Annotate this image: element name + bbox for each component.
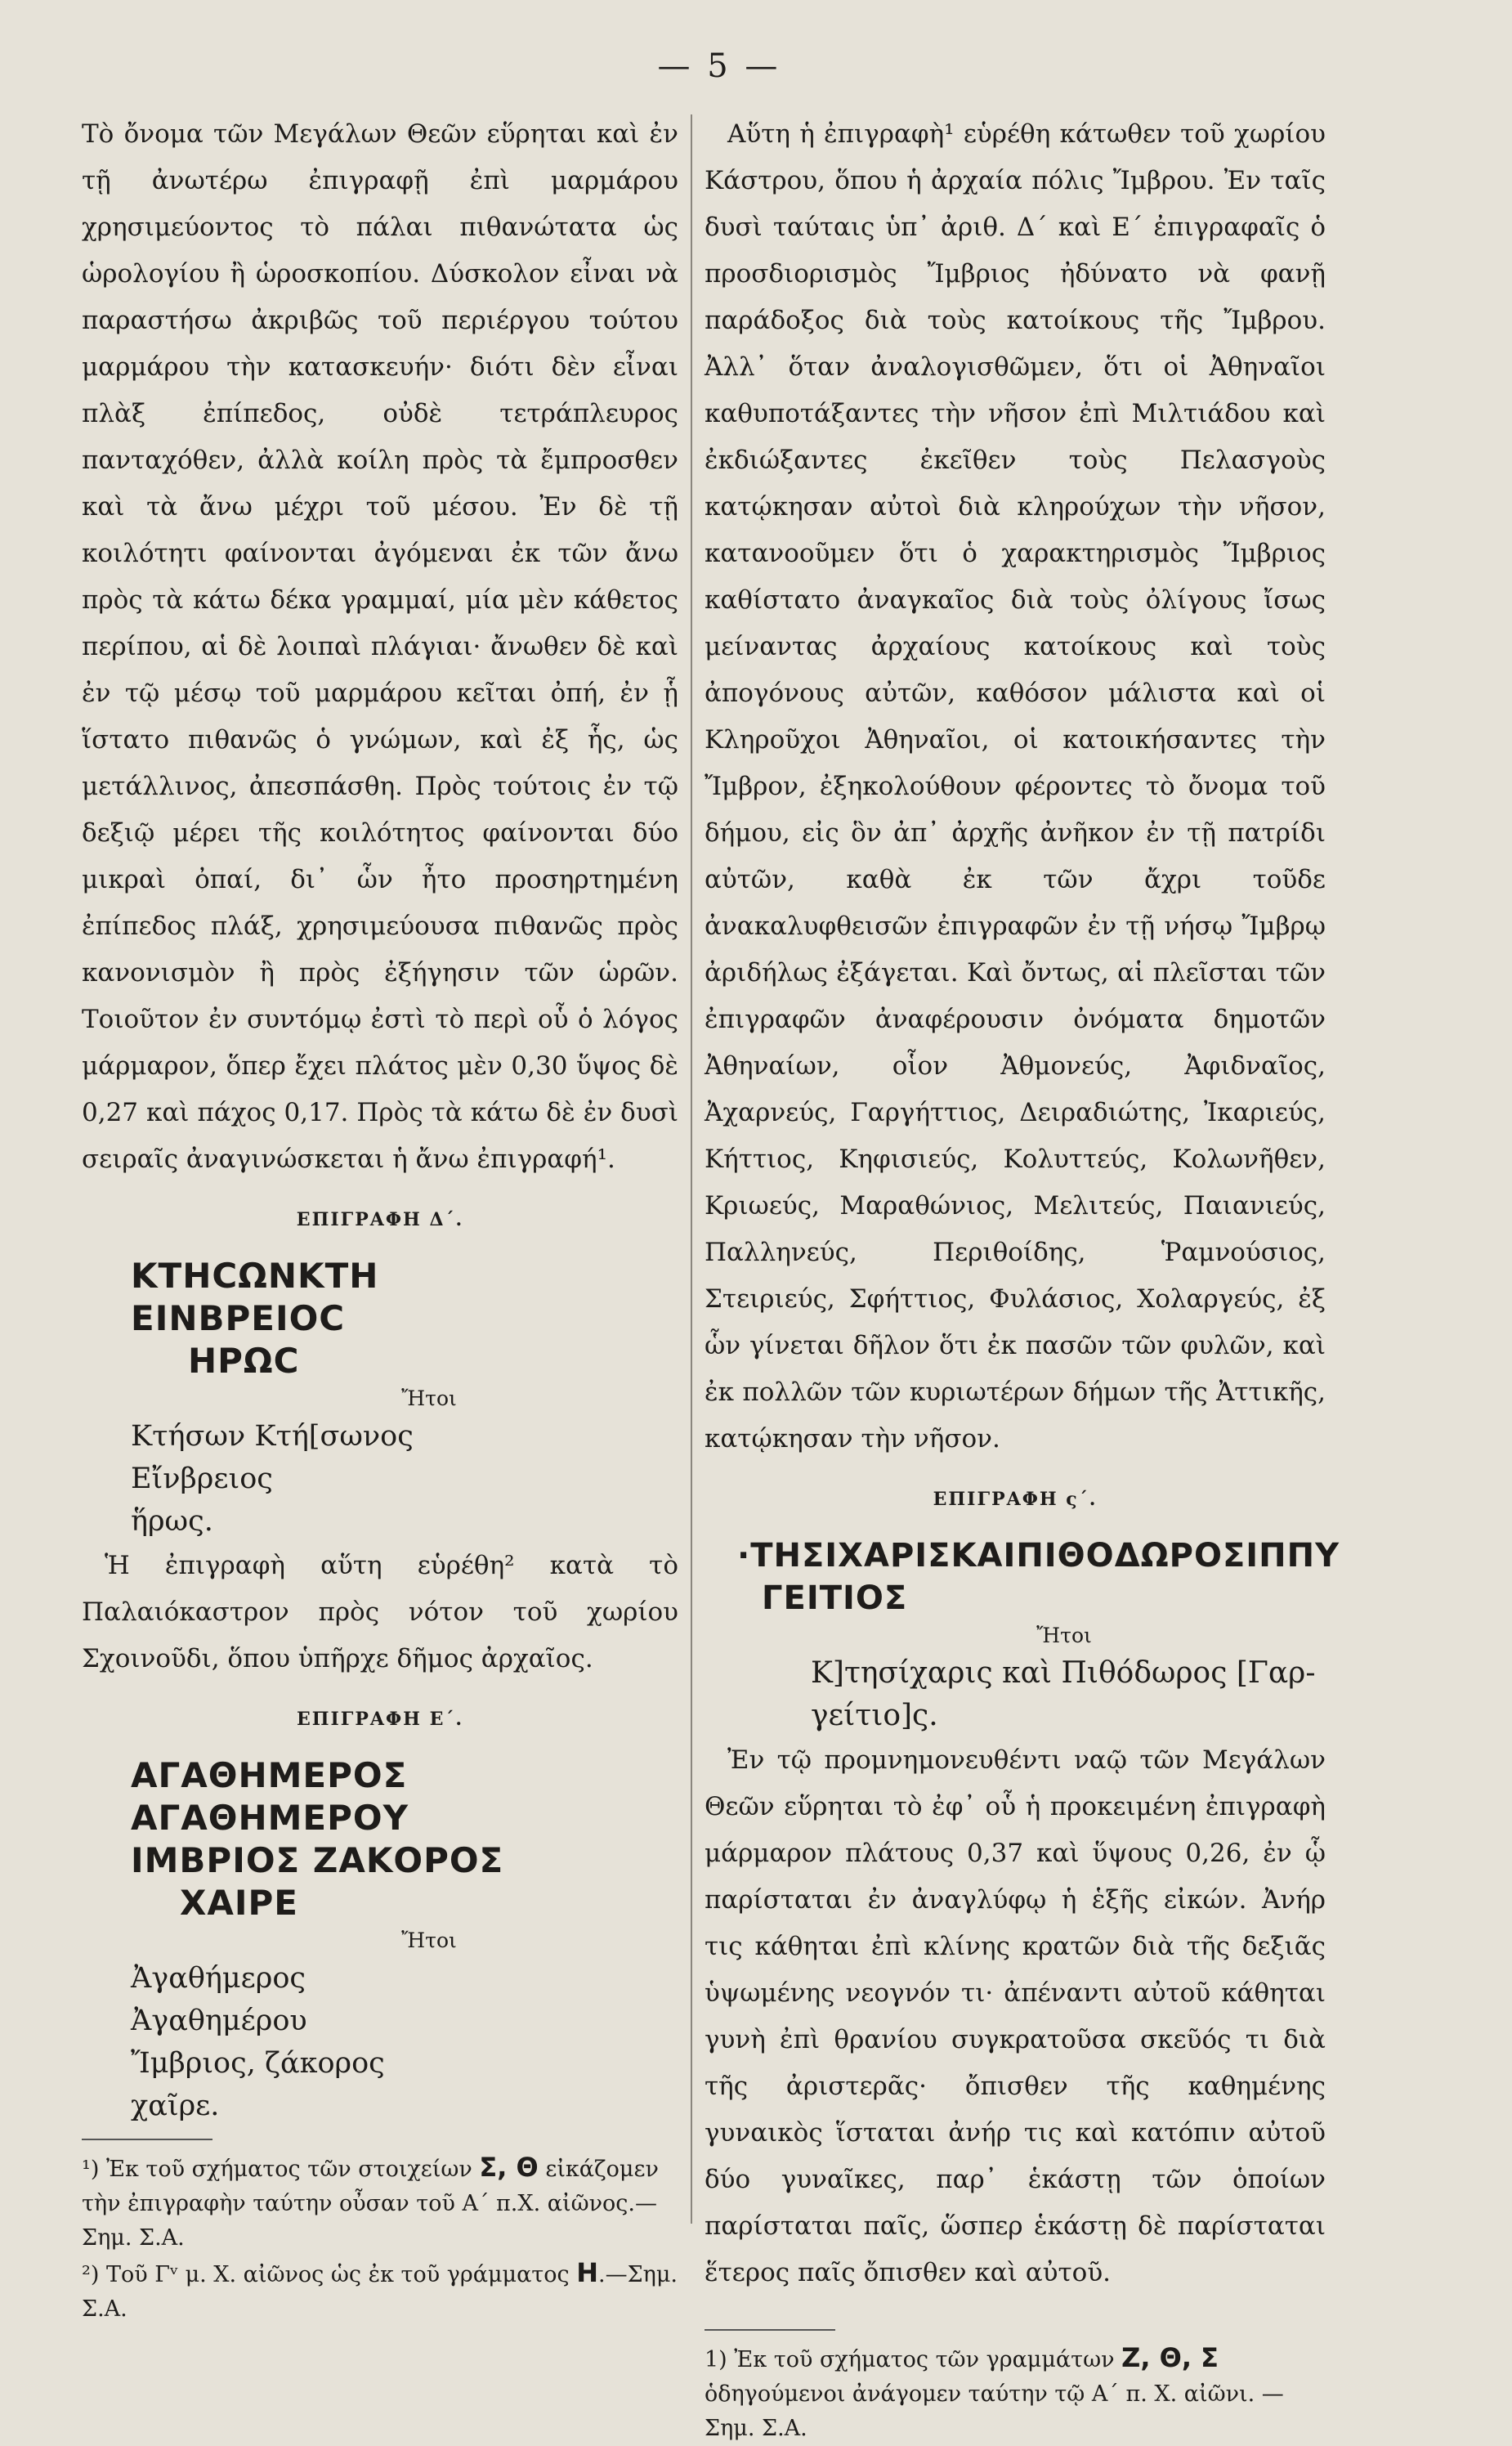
footnote-letters: Η bbox=[576, 2257, 598, 2288]
page-number: — 5 — bbox=[657, 47, 781, 85]
transcription-line: χαῖρε. bbox=[131, 2090, 220, 2122]
footnote-letters: Ζ, Θ, Σ bbox=[1121, 2342, 1219, 2373]
footnote-text: ¹) Ἐκ τοῦ σχήματος τῶν στοιχείων bbox=[82, 2157, 472, 2182]
inscription-line: ΑΓΑΘΗΜΕΡΟΣ bbox=[131, 1755, 408, 1795]
itoi-label: Ἤτοι bbox=[401, 1387, 457, 1410]
left-column bbox=[82, 111, 678, 2327]
transcription-line: Ἴμβριος, ζάκορος bbox=[131, 2047, 385, 2080]
transcription-line: Εἴνβρειος bbox=[131, 1463, 273, 1495]
transcription-line: γείτιο]ς. bbox=[811, 1699, 938, 1732]
inscription-line: ΑΓΑΘΗΜΕΡΟΥ bbox=[131, 1798, 409, 1838]
inscription-line: ·ΤΗΣΙΧΑΡΙΣΚΑΙΠΙΘΟΔΩΡΟΣΙΠΠΥ bbox=[737, 1537, 1340, 1575]
intro-paragraph: Αὕτη ἡ ἐπιγραφὴ¹ εὑρέθη κάτωθεν τοῦ χωρίου Κάστρου, ὅπου ἡ ἀρχαία πόλις Ἴμβρου. Ἐν ταῖς δυσὶ ταύταις ὑπ᾽ ἀριθ. Δ΄ καὶ Ε΄ ἐπιγραφαῖς ὁ προσδιορισμὸς Ἴμβριος ἠδύνατο νὰ φανῇ παράδοξος διὰ τοὺς κατοίκους τῆς Ἴμβρου. Ἀλλ᾽ ὅταν ἀναλογισθῶμεν, ὅτι οἱ Ἀθηναῖοι καθυποτάξαντες τὴν νῆσον ἐπὶ Μιλτιάδου καὶ ἐκδιώξαντες ἐκεῖθεν τοὺς Πελασγοὺς κατῴκησαν αὐτοὶ διὰ κληρούχων τὴν νῆσον, κατανοοῦμεν ὅτι ὁ χαρακτηρισμὸς Ἴμβριος καθίστατο ἀναγκαῖος διὰ τοὺς ὀλίγους ἴσως μείναντας ἀρχαίους κατοίκους καὶ τοὺς ἀπογόνους αὐτῶν, καθόσον μάλιστα καὶ οἱ Κληροῦχοι Ἀθηναῖοι, οἱ κατοικήσαντες τὴν Ἴμβρον, ἐξηκολούθουν φέροντες τὸ ὄνομα τοῦ δήμου, εἰς ὃν ἀπ᾽ ἀρχῆς ἀνῆκον ἐν τῇ πατρίδι αὐτῶν, καθὰ ἐκ τῶν ἄχρι τοῦδε ἀνακαλυφθεισῶν ἐπιγραφῶν ἐν τῇ νήσῳ Ἴμβρῳ ἀριδήλως ἐξάγεται. Καὶ ὄντως, αἱ πλεῖσται τῶν ἐπιγραφῶν ἀναφέρουσιν ὀνόματα δημοτῶν Ἀθηναίων, οἷον Ἀθμονεύς, Ἀφιδναῖος, Ἀχαρνεύς, Γαργήττιος, Δειραδιώτης, Ἰκαριεύς, Κήττιος, Κηφισιεύς, Κολυττεύς, Κολωνῆθεν, Κριωεύς, Μαραθώνιος, Μελιτεύς, Παιανιεύς, Παλληνεύς, Περιθοίδης, Ῥαμνούσιος, Στειριεύς, Σφήττιος, Φυλάσιος, Χολαργεύς, ἐξ ὧν γίνεται δῆλον ὅτι ἐκ πασῶν τῶν φυλῶν, καὶ ἐκ πολλῶν τῶν κυριωτέρων δήμων τῆς Ἀττικῆς, κατῴκησαν τὴν νῆσον. bbox=[705, 119, 1326, 1454]
footnote-1 bbox=[82, 2150, 678, 2256]
inscription-d bbox=[131, 1255, 678, 1382]
transcription-s bbox=[811, 1652, 1326, 1737]
footnote-text: .—Σημ. Σ.Α. bbox=[82, 2262, 678, 2322]
footnote-text: ὁδηγούμενοι ἀνάγομεν ταύτην τῷ Α΄ π. Χ. αἰῶνι. —Σημ. Σ.Α. bbox=[705, 2381, 1284, 2441]
transcription-line: Κτήσων Κτή[σωνος bbox=[131, 1420, 414, 1453]
inscription-line: ΚΤΗϹΩΝΚΤΗ bbox=[131, 1256, 379, 1296]
paragraph-s: Ἐν τῷ προμνημονευθέντι ναῷ τῶν Μεγάλων Θεῶν εὕρηται τὸ ἐφ᾽ οὗ ἡ προκειμένη ἐπιγραφὴ μάρμαρον πλάτους 0,37 καὶ ὕψους 0,26, ἐν ᾧ παρίσταται ἐν ἀναγλύφῳ ἡ ἑξῆς εἰκών. Ἀνήρ τις κάθηται ἐπὶ κλίνης κρατῶν διὰ τῆς δεξιᾶς ὑψωμένης νεογνόν τι· ἀπέναντι αὐτοῦ κάθηται γυνὴ ἐπὶ θρανίου συγκρατοῦσα σκεῦός τι διὰ τῆς ἀριστερᾶς· ὄπισθεν τῆς καθημένης γυναικὸς ἵσταται ἀνήρ τις καὶ κατόπιν αὐτοῦ δύο γυναῖκες, παρ᾽ ἑκάστῃ τῶν ὁποίων παρίσταται παῖς, ὥσπερ ἑκάστῃ δὲ παρίσταται ἕτερος παῖς ὄπισθεν καὶ αὐτοῦ. bbox=[705, 1745, 1326, 2287]
heading-inscription-e: ΕΠΙΓΡΑΦΗ Ε΄. bbox=[296, 1709, 464, 1730]
footnote-text: ²) Τοῦ Γᵛ μ. Χ. αἰῶνος ὡς ἐκ τοῦ γράμματος bbox=[82, 2262, 570, 2287]
footnote-rule bbox=[82, 2139, 212, 2140]
footnote-letters: Σ, Θ bbox=[479, 2152, 539, 2183]
inscription-line: ΕΙΝΒΡΕΙΟϹ bbox=[131, 1298, 346, 1338]
right-column bbox=[705, 111, 1340, 2446]
inscription-line: ΗΡΩϹ bbox=[188, 1341, 300, 1381]
footnote-1 bbox=[705, 2341, 1326, 2446]
inscription-e bbox=[131, 1754, 678, 1924]
intro-paragraph: Τὸ ὄνομα τῶν Μεγάλων Θεῶν εὕρηται καὶ ἐν τῇ ἀνωτέρω ἐπιγραφῇ ἐπὶ μαρμάρου χρησιμεύοντος τὸ πάλαι πιθανώτατα ὡς ὡρολογίου ἢ ὡροσκοπίου. Δύσκολον εἶναι νὰ παραστήσω ἀκριβῶς τοῦ περιέργου τούτου μαρμάρου τὴν κατασκευήν· διότι δὲν εἶναι πλὰξ ἐπίπεδος, οὐδὲ τετράπλευρος πανταχόθεν, ἀλλὰ κοίλη πρὸς τὰ ἔμπροσθεν καὶ τὰ ἄνω μέχρι τοῦ μέσου. Ἐν δὲ τῇ κοιλότητι φαίνονται ἀγόμεναι ἐκ τῶν ἄνω πρὸς τὰ κάτω δέκα γραμμαί, μία μὲν κάθετος περίπου, αἱ δὲ λοιπαὶ πλάγιαι· ἄνωθεν δὲ καὶ ἐν τῷ μέσῳ τοῦ μαρμάρου κεῖται ὀπή, ἐν ᾗ ἵστατο πιθανῶς ὁ γνώμων, καὶ ἐξ ἧς, ὡς μετάλλινος, ἀπεσπάσθη. Πρὸς τούτοις ἐν τῷ δεξιῷ μέρει τῆς κοιλότητος φαίνονται δύο μικραὶ ὀπαί, δι᾽ ὧν ἦτο προσηρτημένη ἐπίπεδος πλάξ, χρησιμεύουσα πιθανῶς πρὸς κανονισμὸν ἢ πρὸς ἐξήγησιν τῶν ὡρῶν. Τοιοῦτον ἐν συντόμῳ ἐστὶ τὸ περὶ οὗ ὁ λόγος μάρμαρον, ὅπερ ἔχει πλάτος μὲν 0,30 ὕψος δὲ 0,27 καὶ πάχος 0,17. Πρὸς τὰ κάτω δὲ ἐν δυσὶ σειραῖς ἀναγινώσκεται ἡ ἄνω ἐπιγραφή¹. bbox=[82, 119, 678, 1174]
transcription-e bbox=[131, 1957, 678, 2127]
transcription-line: Κ]τησίχαρις καὶ Πιθόδωρος [Γαρ- bbox=[811, 1656, 1316, 1690]
footnote-rule bbox=[705, 2329, 835, 2331]
transcription-line: Ἀγαθήμερος bbox=[131, 1962, 306, 1995]
heading-inscription-s: ΕΠΙΓΡΑΦΗ ς΄. bbox=[933, 1489, 1098, 1510]
paragraph-d: Ἡ ἐπιγραφὴ αὕτη εὑρέθη² κατὰ τὸ Παλαιόκαστρον πρὸς νότον τοῦ χωρίου Σχοινοῦδι, ὅπου ὑπῆρχε δῆμος ἀρχαῖος. bbox=[82, 1551, 678, 1673]
heading-inscription-d: ΕΠΙΓΡΑΦΗ Δ΄. bbox=[296, 1209, 464, 1230]
transcription-line: Ἀγαθημέρου bbox=[131, 2005, 307, 2037]
inscription-line: ΧΑΙΡΕ bbox=[180, 1883, 298, 1923]
footnote-text: εἰκάζομεν τὴν ἐπιγραφὴν ταύτην οὖσαν τοῦ Α΄ π.Χ. αἰῶνος.—Σημ. Σ.Α. bbox=[82, 2157, 659, 2251]
inscription-line: ΙΜΒΡΙΟΣ ΖΑΚΟΡΟΣ bbox=[131, 1840, 504, 1880]
itoi-label: Ἤτοι bbox=[401, 1929, 457, 1952]
footnote-text: 1) Ἐκ τοῦ σχήματος τῶν γραμμάτων bbox=[705, 2347, 1115, 2372]
column-divider bbox=[691, 114, 692, 2224]
inscription-line: ΓΕΙΤΙΟΣ bbox=[762, 1579, 908, 1617]
transcription-d bbox=[131, 1415, 678, 1543]
itoi-label: Ἤτοι bbox=[1036, 1624, 1092, 1647]
inscription-s bbox=[737, 1534, 1340, 1619]
footnote-2 bbox=[82, 2256, 678, 2327]
transcription-line: ἥρως. bbox=[131, 1505, 213, 1538]
